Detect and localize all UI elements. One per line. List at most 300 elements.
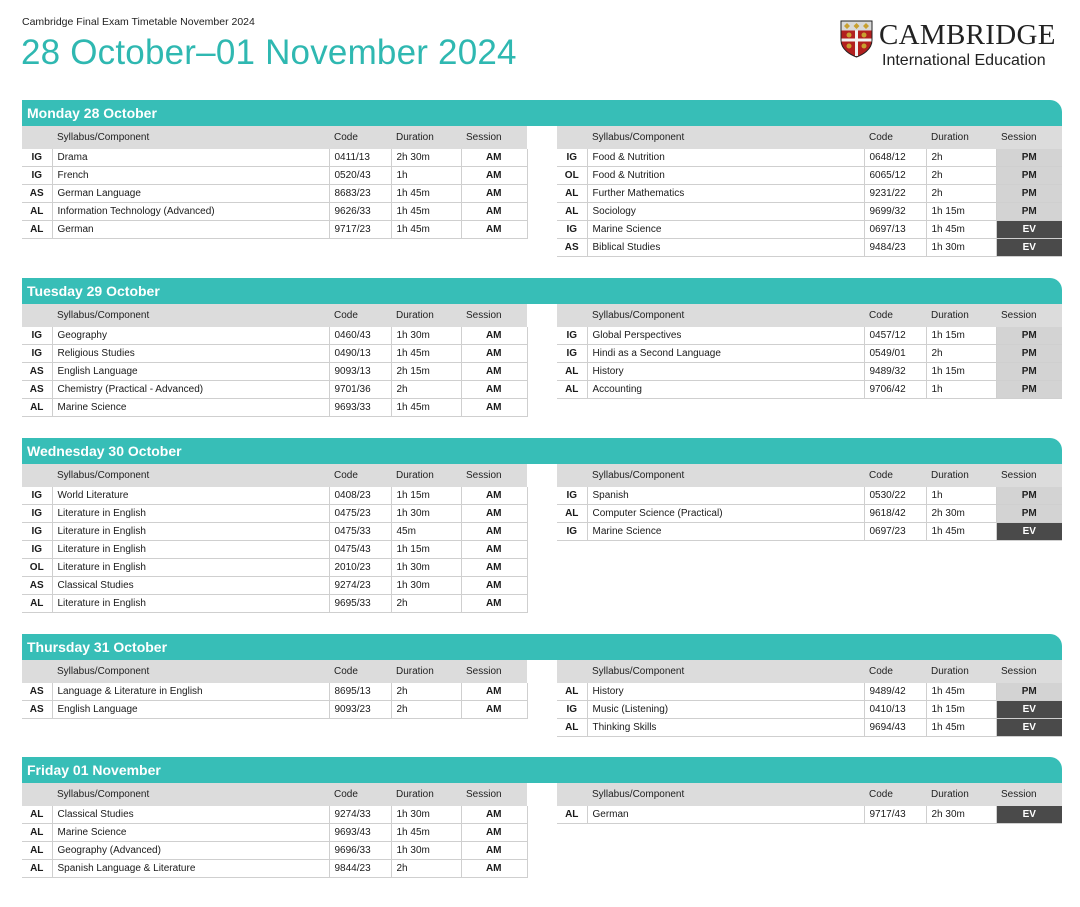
cell-duration: 2h bbox=[926, 185, 996, 203]
cell-duration: 1h 45m bbox=[926, 683, 996, 701]
cell-code: 9626/33 bbox=[329, 203, 391, 221]
table-row bbox=[22, 487, 527, 505]
cell-code: 0408/23 bbox=[329, 487, 391, 505]
column-header-sess: Session bbox=[461, 126, 527, 149]
cell-session: AM bbox=[461, 842, 527, 860]
table-row bbox=[557, 719, 1062, 737]
cell-level: IG bbox=[557, 701, 587, 719]
column-header-syl: Syllabus/Component bbox=[52, 783, 329, 806]
cell-level: AS bbox=[22, 381, 52, 399]
column-header-syl: Syllabus/Component bbox=[587, 304, 864, 327]
table-row bbox=[22, 167, 527, 185]
day-header: Monday 28 October bbox=[22, 100, 1062, 126]
cell-code: 0697/13 bbox=[864, 221, 926, 239]
cell-level: AL bbox=[557, 381, 587, 399]
cell-code: 0460/43 bbox=[329, 327, 391, 345]
cell-level: AL bbox=[22, 824, 52, 842]
cell-syllabus: Spanish bbox=[587, 487, 864, 505]
cell-syllabus: Marine Science bbox=[587, 221, 864, 239]
cell-duration: 1h 15m bbox=[926, 701, 996, 719]
cell-syllabus: Biblical Studies bbox=[587, 239, 864, 257]
cell-level: AS bbox=[22, 577, 52, 595]
column-header-lvl bbox=[22, 783, 52, 806]
cell-syllabus: Religious Studies bbox=[52, 345, 329, 363]
logo-wordmark: CAMBRIDGE bbox=[879, 19, 1056, 51]
cell-session: AM bbox=[461, 381, 527, 399]
cell-session: AM bbox=[461, 701, 527, 719]
cell-duration: 1h 30m bbox=[391, 327, 461, 345]
cell-syllabus: English Language bbox=[52, 363, 329, 381]
cell-duration: 2h bbox=[391, 381, 461, 399]
table-row bbox=[557, 345, 1062, 363]
cell-duration: 2h bbox=[926, 345, 996, 363]
column-header-dur: Duration bbox=[926, 126, 996, 149]
cell-level: IG bbox=[22, 505, 52, 523]
table-header-row bbox=[557, 304, 1062, 327]
cell-session: AM bbox=[461, 399, 527, 417]
cell-duration: 1h 30m bbox=[391, 806, 461, 824]
cell-level: IG bbox=[557, 327, 587, 345]
cell-session: AM bbox=[461, 167, 527, 185]
cell-level: AL bbox=[22, 399, 52, 417]
cell-level: AS bbox=[22, 683, 52, 701]
cell-syllabus: Literature in English bbox=[52, 595, 329, 613]
cell-code: 9696/33 bbox=[329, 842, 391, 860]
table-row bbox=[557, 487, 1062, 505]
column-header-sess: Session bbox=[461, 783, 527, 806]
table-header-row bbox=[22, 304, 527, 327]
column-header-code: Code bbox=[329, 126, 391, 149]
timetable-left bbox=[22, 660, 528, 719]
cell-session: PM bbox=[996, 487, 1062, 505]
cell-code: 9489/42 bbox=[864, 683, 926, 701]
column-header-dur: Duration bbox=[391, 783, 461, 806]
table-row bbox=[557, 683, 1062, 701]
table-row bbox=[22, 327, 527, 345]
cell-session: AM bbox=[461, 523, 527, 541]
cell-duration: 1h 15m bbox=[926, 327, 996, 345]
day-section bbox=[22, 634, 1062, 733]
table-row bbox=[22, 221, 527, 239]
cell-level: IG bbox=[557, 523, 587, 541]
cell-session: AM bbox=[461, 559, 527, 577]
cell-duration: 1h bbox=[926, 487, 996, 505]
cell-code: 9693/43 bbox=[329, 824, 391, 842]
cell-duration: 1h 15m bbox=[926, 203, 996, 221]
cell-level: AS bbox=[22, 185, 52, 203]
cell-session: PM bbox=[996, 167, 1062, 185]
day-header: Friday 01 November bbox=[22, 757, 1062, 783]
cell-level: IG bbox=[557, 221, 587, 239]
cell-level: AL bbox=[557, 203, 587, 221]
cell-duration: 2h bbox=[391, 860, 461, 878]
column-header-dur: Duration bbox=[391, 304, 461, 327]
timetable-right bbox=[557, 126, 1062, 257]
cell-code: 6065/12 bbox=[864, 167, 926, 185]
cell-session: PM bbox=[996, 203, 1062, 221]
cell-syllabus: History bbox=[587, 363, 864, 381]
cell-session: PM bbox=[996, 683, 1062, 701]
cell-level: AS bbox=[557, 239, 587, 257]
timetable-left bbox=[22, 464, 528, 613]
cell-level: AL bbox=[22, 806, 52, 824]
cell-syllabus: German Language bbox=[52, 185, 329, 203]
table-row bbox=[557, 149, 1062, 167]
table-row bbox=[22, 701, 527, 719]
table-row bbox=[22, 523, 527, 541]
cell-level: AL bbox=[22, 595, 52, 613]
cell-code: 0648/12 bbox=[864, 149, 926, 167]
column-header-syl: Syllabus/Component bbox=[587, 660, 864, 683]
column-header-dur: Duration bbox=[391, 126, 461, 149]
cell-session: AM bbox=[461, 149, 527, 167]
cell-level: IG bbox=[557, 345, 587, 363]
cell-syllabus: Geography (Advanced) bbox=[52, 842, 329, 860]
table-header-row bbox=[22, 660, 527, 683]
cell-syllabus: Literature in English bbox=[52, 505, 329, 523]
timetable-left bbox=[22, 126, 528, 239]
column-header-code: Code bbox=[864, 783, 926, 806]
cell-syllabus: German bbox=[587, 806, 864, 824]
column-header-syl: Syllabus/Component bbox=[587, 783, 864, 806]
day-section bbox=[22, 100, 1062, 253]
cell-code: 8683/23 bbox=[329, 185, 391, 203]
column-header-code: Code bbox=[864, 126, 926, 149]
cell-level: IG bbox=[22, 345, 52, 363]
day-section bbox=[22, 757, 1062, 874]
cell-session: AM bbox=[461, 806, 527, 824]
cell-code: 9274/33 bbox=[329, 806, 391, 824]
column-header-sess: Session bbox=[996, 783, 1062, 806]
cell-syllabus: Classical Studies bbox=[52, 577, 329, 595]
table-row bbox=[22, 824, 527, 842]
column-header-code: Code bbox=[864, 304, 926, 327]
column-header-code: Code bbox=[329, 304, 391, 327]
cell-session: AM bbox=[461, 203, 527, 221]
column-header-syl: Syllabus/Component bbox=[587, 126, 864, 149]
cell-code: 8695/13 bbox=[329, 683, 391, 701]
column-header-lvl bbox=[557, 126, 587, 149]
cell-duration: 2h bbox=[391, 701, 461, 719]
cell-code: 9701/36 bbox=[329, 381, 391, 399]
cell-level: AL bbox=[557, 806, 587, 824]
cell-duration: 1h 15m bbox=[391, 487, 461, 505]
cell-syllabus: Music (Listening) bbox=[587, 701, 864, 719]
table-row bbox=[22, 345, 527, 363]
table-row bbox=[22, 541, 527, 559]
table-row bbox=[557, 327, 1062, 345]
cell-session: EV bbox=[996, 806, 1062, 824]
cell-syllabus: Thinking Skills bbox=[587, 719, 864, 737]
logo-subtitle: International Education bbox=[882, 52, 1046, 69]
cell-code: 9694/43 bbox=[864, 719, 926, 737]
cell-syllabus: Chemistry (Practical - Advanced) bbox=[52, 381, 329, 399]
cell-level: AL bbox=[557, 363, 587, 381]
cell-syllabus: Drama bbox=[52, 149, 329, 167]
column-header-code: Code bbox=[864, 464, 926, 487]
cell-code: 0457/12 bbox=[864, 327, 926, 345]
table-row bbox=[557, 523, 1062, 541]
table-row bbox=[22, 683, 527, 701]
cell-session: AM bbox=[461, 345, 527, 363]
table-row bbox=[557, 363, 1062, 381]
cell-code: 9717/23 bbox=[329, 221, 391, 239]
column-header-lvl bbox=[557, 660, 587, 683]
table-header-row bbox=[557, 464, 1062, 487]
cell-syllabus: Classical Studies bbox=[52, 806, 329, 824]
cell-duration: 1h 45m bbox=[391, 399, 461, 417]
table-row bbox=[557, 701, 1062, 719]
cell-level: AL bbox=[22, 860, 52, 878]
column-header-lvl bbox=[22, 126, 52, 149]
cell-session: AM bbox=[461, 221, 527, 239]
table-header-row bbox=[557, 660, 1062, 683]
cell-duration: 1h 30m bbox=[391, 505, 461, 523]
cell-code: 0520/43 bbox=[329, 167, 391, 185]
table-row bbox=[557, 167, 1062, 185]
cell-duration: 1h 45m bbox=[391, 203, 461, 221]
table-row bbox=[22, 577, 527, 595]
cell-code: 9618/42 bbox=[864, 505, 926, 523]
column-header-sess: Session bbox=[461, 464, 527, 487]
cell-syllabus: Marine Science bbox=[52, 824, 329, 842]
cell-code: 0697/23 bbox=[864, 523, 926, 541]
column-header-code: Code bbox=[329, 783, 391, 806]
column-header-dur: Duration bbox=[926, 464, 996, 487]
cell-code: 9706/42 bbox=[864, 381, 926, 399]
cell-session: AM bbox=[461, 683, 527, 701]
cell-session: PM bbox=[996, 185, 1062, 203]
cell-session: AM bbox=[461, 595, 527, 613]
column-header-lvl bbox=[22, 464, 52, 487]
table-header-row bbox=[557, 783, 1062, 806]
cell-level: IG bbox=[22, 167, 52, 185]
table-header-row bbox=[22, 783, 527, 806]
cambridge-crest-icon bbox=[840, 20, 873, 58]
column-header-dur: Duration bbox=[926, 304, 996, 327]
cell-code: 0475/23 bbox=[329, 505, 391, 523]
column-header-lvl bbox=[557, 464, 587, 487]
timetable-right bbox=[557, 464, 1062, 541]
column-header-sess: Session bbox=[996, 126, 1062, 149]
table-row bbox=[22, 203, 527, 221]
table-row bbox=[557, 221, 1062, 239]
table-row bbox=[557, 381, 1062, 399]
cell-duration: 1h 45m bbox=[391, 824, 461, 842]
table-row bbox=[557, 185, 1062, 203]
cell-session: EV bbox=[996, 523, 1062, 541]
cell-session: EV bbox=[996, 239, 1062, 257]
cell-level: IG bbox=[22, 523, 52, 541]
cell-level: IG bbox=[22, 149, 52, 167]
cell-level: AL bbox=[22, 221, 52, 239]
table-header-row bbox=[22, 126, 527, 149]
cell-session: AM bbox=[461, 541, 527, 559]
column-header-lvl bbox=[557, 783, 587, 806]
table-row bbox=[22, 363, 527, 381]
cell-session: PM bbox=[996, 149, 1062, 167]
cell-level: IG bbox=[22, 487, 52, 505]
cell-syllabus: French bbox=[52, 167, 329, 185]
column-header-syl: Syllabus/Component bbox=[587, 464, 864, 487]
table-row bbox=[22, 842, 527, 860]
cell-duration: 1h 45m bbox=[391, 345, 461, 363]
cell-syllabus: Spanish Language & Literature bbox=[52, 860, 329, 878]
cell-session: PM bbox=[996, 505, 1062, 523]
cell-syllabus: Literature in English bbox=[52, 523, 329, 541]
column-header-lvl bbox=[22, 660, 52, 683]
cell-duration: 1h 30m bbox=[391, 559, 461, 577]
column-header-lvl bbox=[22, 304, 52, 327]
cell-code: 9484/23 bbox=[864, 239, 926, 257]
cell-session: AM bbox=[461, 327, 527, 345]
cell-code: 0530/22 bbox=[864, 487, 926, 505]
cambridge-logo bbox=[840, 18, 1064, 72]
cell-level: OL bbox=[22, 559, 52, 577]
cell-level: AL bbox=[557, 719, 587, 737]
column-header-dur: Duration bbox=[926, 660, 996, 683]
cell-session: AM bbox=[461, 505, 527, 523]
cell-syllabus: Information Technology (Advanced) bbox=[52, 203, 329, 221]
cell-syllabus: Literature in English bbox=[52, 559, 329, 577]
cell-duration: 2h 30m bbox=[926, 505, 996, 523]
cell-level: AL bbox=[557, 185, 587, 203]
cell-duration: 1h 45m bbox=[391, 221, 461, 239]
cell-code: 0475/33 bbox=[329, 523, 391, 541]
column-header-code: Code bbox=[329, 464, 391, 487]
cell-session: AM bbox=[461, 860, 527, 878]
cell-code: 0490/13 bbox=[329, 345, 391, 363]
cell-level: IG bbox=[557, 149, 587, 167]
cell-duration: 45m bbox=[391, 523, 461, 541]
day-header: Wednesday 30 October bbox=[22, 438, 1062, 464]
table-header-row bbox=[557, 126, 1062, 149]
cell-level: AL bbox=[22, 203, 52, 221]
table-row bbox=[22, 595, 527, 613]
cell-duration: 2h bbox=[391, 683, 461, 701]
column-header-code: Code bbox=[329, 660, 391, 683]
day-section bbox=[22, 438, 1062, 609]
timetable-right bbox=[557, 660, 1062, 737]
cell-level: IG bbox=[22, 541, 52, 559]
timetable-left bbox=[22, 304, 528, 417]
cell-duration: 1h bbox=[391, 167, 461, 185]
cell-syllabus: English Language bbox=[52, 701, 329, 719]
column-header-lvl bbox=[557, 304, 587, 327]
cell-code: 9699/32 bbox=[864, 203, 926, 221]
cell-syllabus: Marine Science bbox=[52, 399, 329, 417]
cell-duration: 2h 30m bbox=[391, 149, 461, 167]
cell-session: PM bbox=[996, 381, 1062, 399]
table-row bbox=[22, 806, 527, 824]
cell-code: 0549/01 bbox=[864, 345, 926, 363]
cell-level: AS bbox=[22, 701, 52, 719]
cell-duration: 1h 30m bbox=[926, 239, 996, 257]
cell-session: AM bbox=[461, 577, 527, 595]
cell-duration: 1h 30m bbox=[391, 842, 461, 860]
column-header-syl: Syllabus/Component bbox=[52, 464, 329, 487]
cell-code: 0411/13 bbox=[329, 149, 391, 167]
timetable-right bbox=[557, 783, 1062, 824]
cell-duration: 1h 30m bbox=[391, 577, 461, 595]
cell-level: AL bbox=[557, 505, 587, 523]
cell-syllabus: Sociology bbox=[587, 203, 864, 221]
cell-code: 0475/43 bbox=[329, 541, 391, 559]
cell-syllabus: Food & Nutrition bbox=[587, 149, 864, 167]
table-row bbox=[22, 185, 527, 203]
cell-session: EV bbox=[996, 221, 1062, 239]
cell-level: AL bbox=[22, 842, 52, 860]
cell-session: EV bbox=[996, 719, 1062, 737]
cell-session: PM bbox=[996, 345, 1062, 363]
column-header-sess: Session bbox=[996, 304, 1062, 327]
cell-syllabus: Global Perspectives bbox=[587, 327, 864, 345]
cell-syllabus: Geography bbox=[52, 327, 329, 345]
cell-level: AL bbox=[557, 683, 587, 701]
cell-code: 9693/33 bbox=[329, 399, 391, 417]
table-row bbox=[557, 505, 1062, 523]
cell-code: 9093/13 bbox=[329, 363, 391, 381]
cell-syllabus: Computer Science (Practical) bbox=[587, 505, 864, 523]
table-row bbox=[22, 860, 527, 878]
timetable-right bbox=[557, 304, 1062, 399]
cell-duration: 1h bbox=[926, 381, 996, 399]
table-row bbox=[22, 399, 527, 417]
day-header: Thursday 31 October bbox=[22, 634, 1062, 660]
page-subtitle: Cambridge Final Exam Timetable November 2024 bbox=[22, 16, 255, 28]
cell-session: AM bbox=[461, 487, 527, 505]
day-header: Tuesday 29 October bbox=[22, 278, 1062, 304]
cell-code: 9695/33 bbox=[329, 595, 391, 613]
cell-syllabus: German bbox=[52, 221, 329, 239]
cell-code: 2010/23 bbox=[329, 559, 391, 577]
cell-session: AM bbox=[461, 185, 527, 203]
cell-duration: 2h bbox=[926, 167, 996, 185]
cell-duration: 2h bbox=[391, 595, 461, 613]
column-header-dur: Duration bbox=[391, 464, 461, 487]
column-header-sess: Session bbox=[996, 464, 1062, 487]
column-header-code: Code bbox=[864, 660, 926, 683]
column-header-dur: Duration bbox=[926, 783, 996, 806]
column-header-syl: Syllabus/Component bbox=[52, 660, 329, 683]
table-row bbox=[22, 149, 527, 167]
cell-session: PM bbox=[996, 363, 1062, 381]
cell-duration: 1h 45m bbox=[926, 523, 996, 541]
column-header-dur: Duration bbox=[391, 660, 461, 683]
cell-duration: 1h 15m bbox=[391, 541, 461, 559]
cell-syllabus: World Literature bbox=[52, 487, 329, 505]
cell-duration: 1h 45m bbox=[926, 719, 996, 737]
column-header-syl: Syllabus/Component bbox=[52, 126, 329, 149]
cell-syllabus: Marine Science bbox=[587, 523, 864, 541]
cell-session: EV bbox=[996, 701, 1062, 719]
cell-syllabus: Food & Nutrition bbox=[587, 167, 864, 185]
cell-code: 9489/32 bbox=[864, 363, 926, 381]
page-title: 28 October–01 November 2024 bbox=[21, 33, 517, 72]
cell-duration: 2h bbox=[926, 149, 996, 167]
cell-duration: 2h 15m bbox=[391, 363, 461, 381]
cell-level: AS bbox=[22, 363, 52, 381]
column-header-sess: Session bbox=[461, 660, 527, 683]
cell-syllabus: Literature in English bbox=[52, 541, 329, 559]
cell-code: 9274/23 bbox=[329, 577, 391, 595]
cell-code: 9093/23 bbox=[329, 701, 391, 719]
cell-level: IG bbox=[557, 487, 587, 505]
table-row bbox=[22, 505, 527, 523]
cell-level: OL bbox=[557, 167, 587, 185]
cell-level: IG bbox=[22, 327, 52, 345]
cell-code: 0410/13 bbox=[864, 701, 926, 719]
